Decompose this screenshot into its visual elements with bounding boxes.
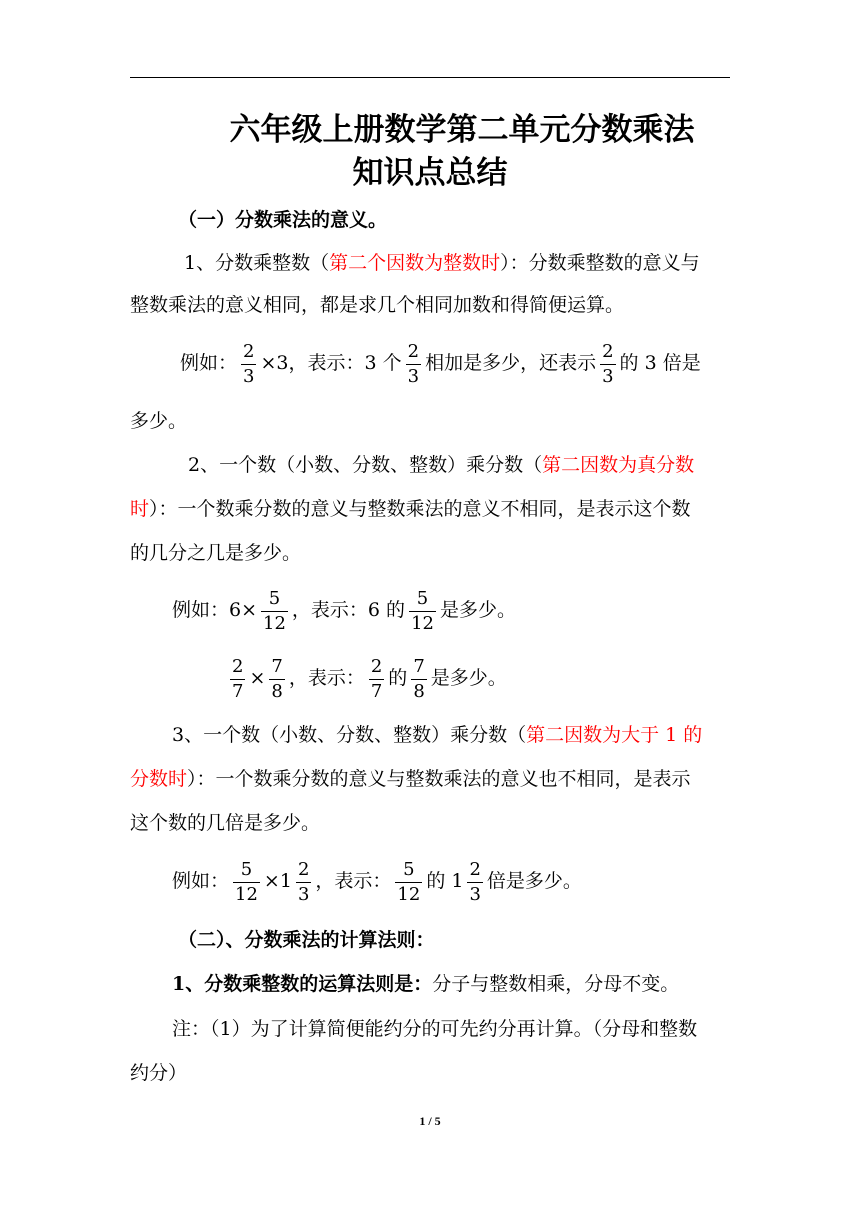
numerator: 2 bbox=[241, 340, 256, 365]
numerator: 7 bbox=[269, 655, 284, 680]
example-4-text-2: ，表示： bbox=[315, 870, 392, 892]
example-4-text-3: 的 1 bbox=[426, 870, 464, 892]
fraction bbox=[241, 340, 256, 389]
fraction bbox=[467, 858, 482, 907]
item-1-red-note: 第二个因数为整数时 bbox=[329, 252, 501, 274]
item-3-line-3: 这个数的几倍是多少。 bbox=[130, 812, 321, 834]
denominator: 12 bbox=[397, 883, 421, 905]
item-1-line-2: 整数乘法的意义相同，都是求几个相同加数和得简便运算。 bbox=[130, 294, 625, 316]
item-1-prefix: 1、分数乘整数（ bbox=[184, 252, 330, 274]
example-3-text-1: × bbox=[249, 667, 266, 689]
denominator: 7 bbox=[232, 680, 244, 702]
example-1 bbox=[180, 337, 780, 389]
numerator: 5 bbox=[261, 587, 288, 612]
header-rule bbox=[130, 77, 730, 78]
denominator: 8 bbox=[413, 680, 425, 702]
fraction bbox=[409, 587, 436, 636]
example-4 bbox=[172, 855, 772, 907]
example-1-text-2: 相加是多少，还表示 bbox=[425, 352, 597, 374]
numerator: 2 bbox=[406, 340, 421, 365]
numerator: 2 bbox=[467, 858, 482, 883]
numerator: 7 bbox=[411, 655, 426, 680]
fraction bbox=[233, 858, 260, 907]
numerator: 5 bbox=[409, 587, 436, 612]
denominator: 12 bbox=[263, 612, 286, 634]
item-1-line-1 bbox=[184, 251, 784, 275]
fraction bbox=[296, 858, 311, 907]
example-3-text-4: 是多少。 bbox=[430, 667, 507, 689]
fraction bbox=[411, 655, 426, 704]
fraction bbox=[406, 340, 421, 389]
example-3-text-3: 的 bbox=[388, 667, 408, 689]
item-3-red-note: 第二因数为大于 1 的 bbox=[526, 724, 703, 746]
example-2-text-2: 是多少。 bbox=[439, 599, 516, 621]
document-title: 六年级上册数学第二单元分数乘法 bbox=[229, 112, 695, 148]
item-2-line-2 bbox=[130, 497, 730, 521]
example-4-text-1: ×1 bbox=[263, 870, 292, 892]
page-number: 1 / 5 bbox=[419, 1114, 441, 1128]
denominator: 3 bbox=[297, 883, 310, 905]
numerator: 5 bbox=[233, 858, 260, 883]
item-2-red-note: 第二因数为真分数 bbox=[542, 454, 695, 476]
item-2-red-note-cont: 时 bbox=[130, 498, 150, 520]
numerator: 2 bbox=[296, 858, 311, 883]
denominator: 3 bbox=[602, 365, 614, 387]
example-1-text-3: 的 3 倍是 bbox=[619, 352, 701, 374]
section-heading-1: （一）分数乘法的意义。 bbox=[178, 209, 388, 231]
fraction bbox=[369, 655, 384, 704]
example-1-label: 例如： bbox=[180, 352, 238, 374]
fraction bbox=[269, 655, 284, 704]
document-subtitle: 知识点总结 bbox=[352, 155, 508, 191]
fraction bbox=[600, 340, 615, 389]
example-2 bbox=[172, 584, 772, 636]
fraction bbox=[230, 655, 245, 704]
example-2-label: 例如：6× bbox=[172, 599, 258, 621]
fraction bbox=[261, 587, 288, 636]
item-3-red-note-cont: 分数时 bbox=[130, 768, 188, 790]
example-2-text-1: ，表示：6 的 bbox=[291, 599, 406, 621]
rule-1-label: 1、分数乘整数的运算法则是： bbox=[172, 973, 433, 995]
item-3-prefix: 3、一个数（小数、分数、整数）乘分数（ bbox=[172, 724, 527, 746]
denominator: 12 bbox=[411, 612, 434, 634]
item-2-rest: ）：一个数乘分数的意义与整数乘法的意义不相同，是表示这个数 bbox=[149, 498, 691, 520]
example-4-text-4: 倍是多少。 bbox=[486, 870, 582, 892]
denominator: 3 bbox=[407, 365, 420, 387]
item-2-prefix: 2、一个数（小数、分数、整数）乘分数（ bbox=[188, 454, 543, 476]
denominator: 3 bbox=[243, 365, 255, 387]
example-3 bbox=[226, 652, 826, 704]
item-3-rest: ）：一个数乘分数的意义与整数乘法的意义也不相同，是表示 bbox=[187, 768, 691, 790]
item-2-line-1 bbox=[188, 453, 788, 477]
rule-1 bbox=[172, 972, 772, 996]
example-1-line-2: 多少。 bbox=[130, 410, 188, 432]
example-4-label: 例如： bbox=[172, 870, 230, 892]
denominator: 7 bbox=[370, 680, 383, 702]
item-3-line-1 bbox=[172, 723, 772, 747]
fraction bbox=[395, 858, 422, 907]
rule-1-text: 分子与整数相乘，分母不变。 bbox=[432, 973, 680, 995]
denominator: 12 bbox=[235, 883, 258, 905]
numerator: 5 bbox=[395, 858, 422, 883]
note-1-line-2: 约分） bbox=[130, 1062, 188, 1084]
example-3-text-2: ，表示： bbox=[288, 667, 365, 689]
numerator: 2 bbox=[230, 655, 245, 680]
denominator: 3 bbox=[469, 883, 481, 905]
item-1-rest: ）：分数乘整数的意义与 bbox=[500, 252, 700, 274]
note-1-line-1: 注：（1）为了计算简便能约分的可先约分再计算。（分母和整数 bbox=[172, 1018, 698, 1040]
section-heading-2: （二）、分数乘法的计算法则： bbox=[178, 929, 435, 951]
example-1-text-1: ×3，表示：3 个 bbox=[260, 352, 402, 374]
numerator: 2 bbox=[600, 340, 615, 365]
item-3-line-2 bbox=[130, 767, 730, 791]
numerator: 2 bbox=[369, 655, 384, 680]
item-2-line-3: 的几分之几是多少。 bbox=[130, 542, 302, 564]
denominator: 8 bbox=[271, 680, 283, 702]
